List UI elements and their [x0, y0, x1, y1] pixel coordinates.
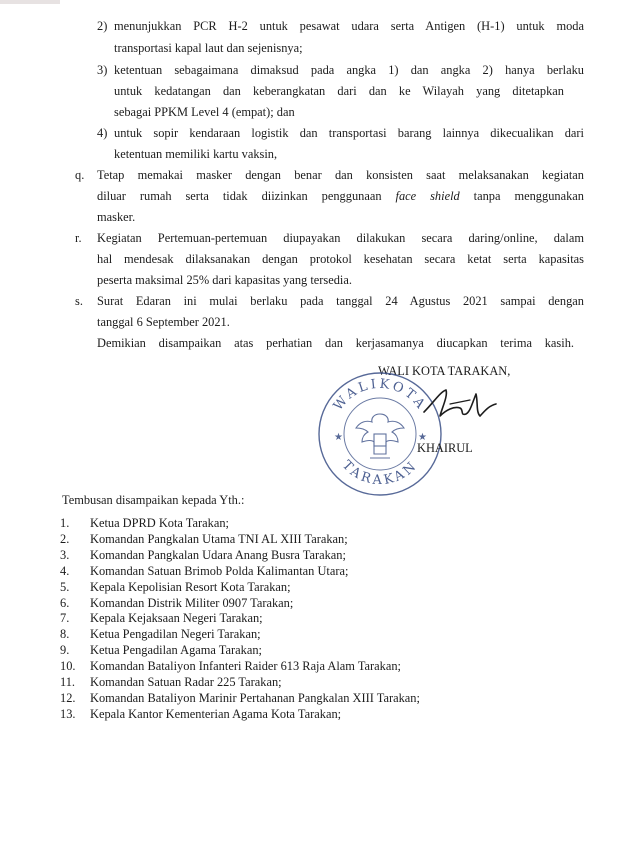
cc-item-number: 11. [60, 675, 76, 690]
cc-list-item [60, 564, 520, 580]
item-2-marker: 2) [97, 19, 108, 33]
cc-list-item [60, 691, 520, 707]
cc-item-text: Kepala Kepolisian Resort Kota Tarakan; [90, 579, 291, 594]
handwritten-signature [420, 382, 500, 430]
cc-list-item [60, 675, 520, 691]
cc-item-number: 10. [60, 659, 76, 674]
item-q-line-2-italic: face shield [395, 189, 460, 203]
cc-item-number: 12. [60, 690, 76, 705]
item-q-line-1: Tetap memakai masker dengan benar dan konsisten saat melaksanakan kegiatan [97, 168, 584, 182]
cc-list-item [60, 532, 520, 548]
cc-list-item [60, 548, 520, 564]
cc-item-number: 5. [60, 579, 70, 594]
cc-item-text: Ketua DPRD Kota Tarakan; [90, 516, 229, 530]
cc-list-item [60, 516, 520, 532]
cc-item-number: 8. [60, 627, 70, 642]
item-q-line-3: masker. [97, 210, 136, 224]
item-r-marker: r. [75, 231, 82, 245]
cc-item-number: 2. [60, 531, 70, 546]
item-r-line-2: hal mendesak dilaksanakan dengan protokol kesehatan secara ketat serta kapasitas [97, 252, 584, 266]
item-2-line-2: transportasi kapal laut dan sejenisnya; [114, 41, 303, 55]
cc-list-item [60, 596, 520, 612]
svg-text:WALIKOTA [331, 377, 429, 414]
item-2-line-1: menunjukkan PCR H-2 untuk pesawat udara serta Antigen (H-1) untuk moda [114, 19, 584, 33]
seal-top-text: WALIKOTA [330, 376, 430, 414]
item-q-marker: q. [75, 168, 85, 182]
cc-item-number: 6. [60, 595, 70, 610]
cc-item-text: Kepala Kejaksaan Negeri Tarakan; [90, 611, 263, 626]
cc-item-text: Komandan Satuan Brimob Polda Kalimantan Utara; [90, 563, 349, 578]
closing-sentence: Demikian disampaikan atas perhatian dan kerjasamanya diucapkan terima kasih. [97, 336, 574, 350]
garuda-emblem-icon [356, 414, 404, 458]
signatory-title: WALI KOTA TARAKAN, [378, 364, 511, 378]
item-3-line-3: sebagai PPKM Level 4 (empat); dan [114, 105, 295, 119]
item-s-line-2: tanggal 6 September 2021. [97, 315, 230, 329]
cc-item-text: Komandan Satuan Radar 225 Tarakan; [90, 675, 282, 690]
seal-bottom-text: TARAKAN [338, 457, 422, 489]
signatory-name: KHAIRUL [417, 441, 473, 455]
cc-item-text: Ketua Pengadilan Agama Tarakan; [90, 643, 262, 658]
item-q-line-2-pre: diluar rumah serta tidak diizinkan penggunaan [97, 189, 396, 203]
item-r-line-3: peserta maksimal 25% dari kapasitas yang tersedia. [97, 273, 352, 287]
cc-list-item [60, 643, 520, 659]
item-4-line-1: untuk sopir kendaraan logistik dan transportasi barang lainnya dikecualikan dari [114, 126, 584, 140]
cc-item-text: Ketua Pengadilan Negeri Tarakan; [90, 627, 261, 642]
cc-item-text: Komandan Distrik Militer 0907 Tarakan; [90, 595, 294, 610]
cc-item-number: 9. [60, 643, 70, 658]
item-4-line-2: ketentuan memiliki kartu vaksin, [114, 147, 278, 161]
item-3-line-2: untuk kedatangan dan keberangkatan dari dan ke Wilayah yang ditetapkan [114, 84, 564, 98]
item-3-line-1: ketentuan sebagaimana dimaksud pada angka 1) dan angka 2) hanya berlaku [114, 63, 584, 77]
cc-item-number: 3. [60, 547, 70, 562]
cc-item-text: Kepala Kantor Kementerian Agama Kota Tarakan; [90, 706, 342, 721]
svg-text:★: ★ [334, 432, 343, 443]
cc-item-text: Komandan Bataliyon Infanteri Raider 613 Raja Alam Tarakan; [90, 659, 401, 674]
cc-item-number: 7. [60, 611, 70, 626]
svg-text:TARAKAN [339, 458, 421, 488]
cc-item-text: Komandan Pangkalan Utama TNI AL XIII Tarakan; [90, 531, 348, 546]
cc-item-text: Komandan Pangkalan Udara Anang Busra Tarakan; [90, 547, 346, 562]
item-r-line-1: Kegiatan Pertemuan-pertemuan diupayakan dilakukan secara daring/online, dalam [97, 231, 584, 245]
cc-list-item [60, 707, 520, 723]
item-q-line-2 [97, 189, 584, 204]
item-4-marker: 4) [97, 126, 108, 140]
cc-list-item [60, 580, 520, 596]
cc-item-number: 13. [60, 706, 76, 721]
cc-list [60, 516, 520, 723]
cc-item-number: 1. [60, 516, 70, 530]
item-3-marker: 3) [97, 63, 108, 77]
cc-title: Tembusan disampaikan kepada Yth.: [62, 493, 245, 507]
cc-list-item [60, 611, 520, 627]
cc-list-item [60, 659, 520, 675]
cc-list-item [60, 627, 520, 643]
cc-item-number: 4. [60, 563, 70, 578]
item-q-line-2-post: tanpa menggunakan [459, 189, 584, 203]
cc-item-text: Komandan Bataliyon Marinir Pertahanan Pangkalan XIII Tarakan; [90, 690, 420, 705]
svg-text:★: ★ [418, 432, 427, 443]
item-s-line-1: Surat Edaran ini mulai berlaku pada tanggal 24 Agustus 2021 sampai dengan [97, 294, 584, 308]
item-s-marker: s. [75, 294, 83, 308]
scan-artifact [0, 0, 60, 4]
